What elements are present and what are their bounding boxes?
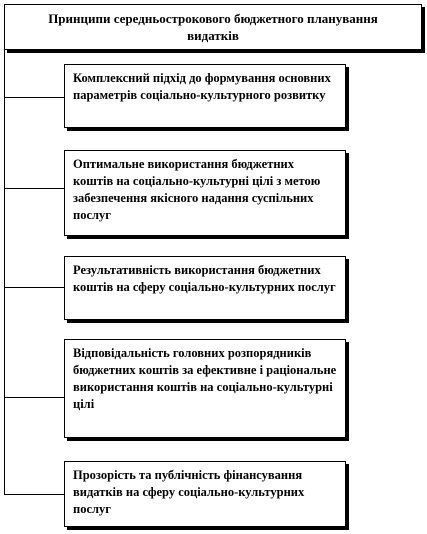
connector-spine xyxy=(4,50,5,494)
principle-text-5: Прозорість та публічність фінансування видатків на сферу соціально-культурних послуг xyxy=(73,468,305,516)
principle-text-1: Комплексний підхід до формування основних параметрів соціально-культурного розвитку xyxy=(73,71,331,102)
principle-box-3 xyxy=(64,256,346,320)
connector-line-4 xyxy=(4,397,64,398)
principle-text-2: Оптимальне використання бюджетних коштів на соціально-культурні цілі з метою забезпечення якісного надання суспільних послуг xyxy=(73,157,321,222)
connector-line-2 xyxy=(4,188,64,189)
principle-text-4: Відповідальність головних розпорядників бюджетних коштів за ефективне і раціональне використання коштів на соціально-культурні цілі xyxy=(73,346,337,411)
principle-text-3: Результативність використання бюджетних коштів на сферу соціально-культурних послуг xyxy=(73,263,336,294)
principle-box-4 xyxy=(64,339,346,438)
connector-line-3 xyxy=(4,287,64,288)
principle-box-5 xyxy=(64,461,346,527)
principle-box-2 xyxy=(64,150,346,236)
diagram-title-box xyxy=(4,4,422,50)
diagram-title: Принципи середньострокового бюджетного планування видатків xyxy=(48,11,378,43)
principle-box-1 xyxy=(64,64,346,128)
connector-line-1 xyxy=(4,97,64,98)
connector-line-5 xyxy=(4,494,64,495)
